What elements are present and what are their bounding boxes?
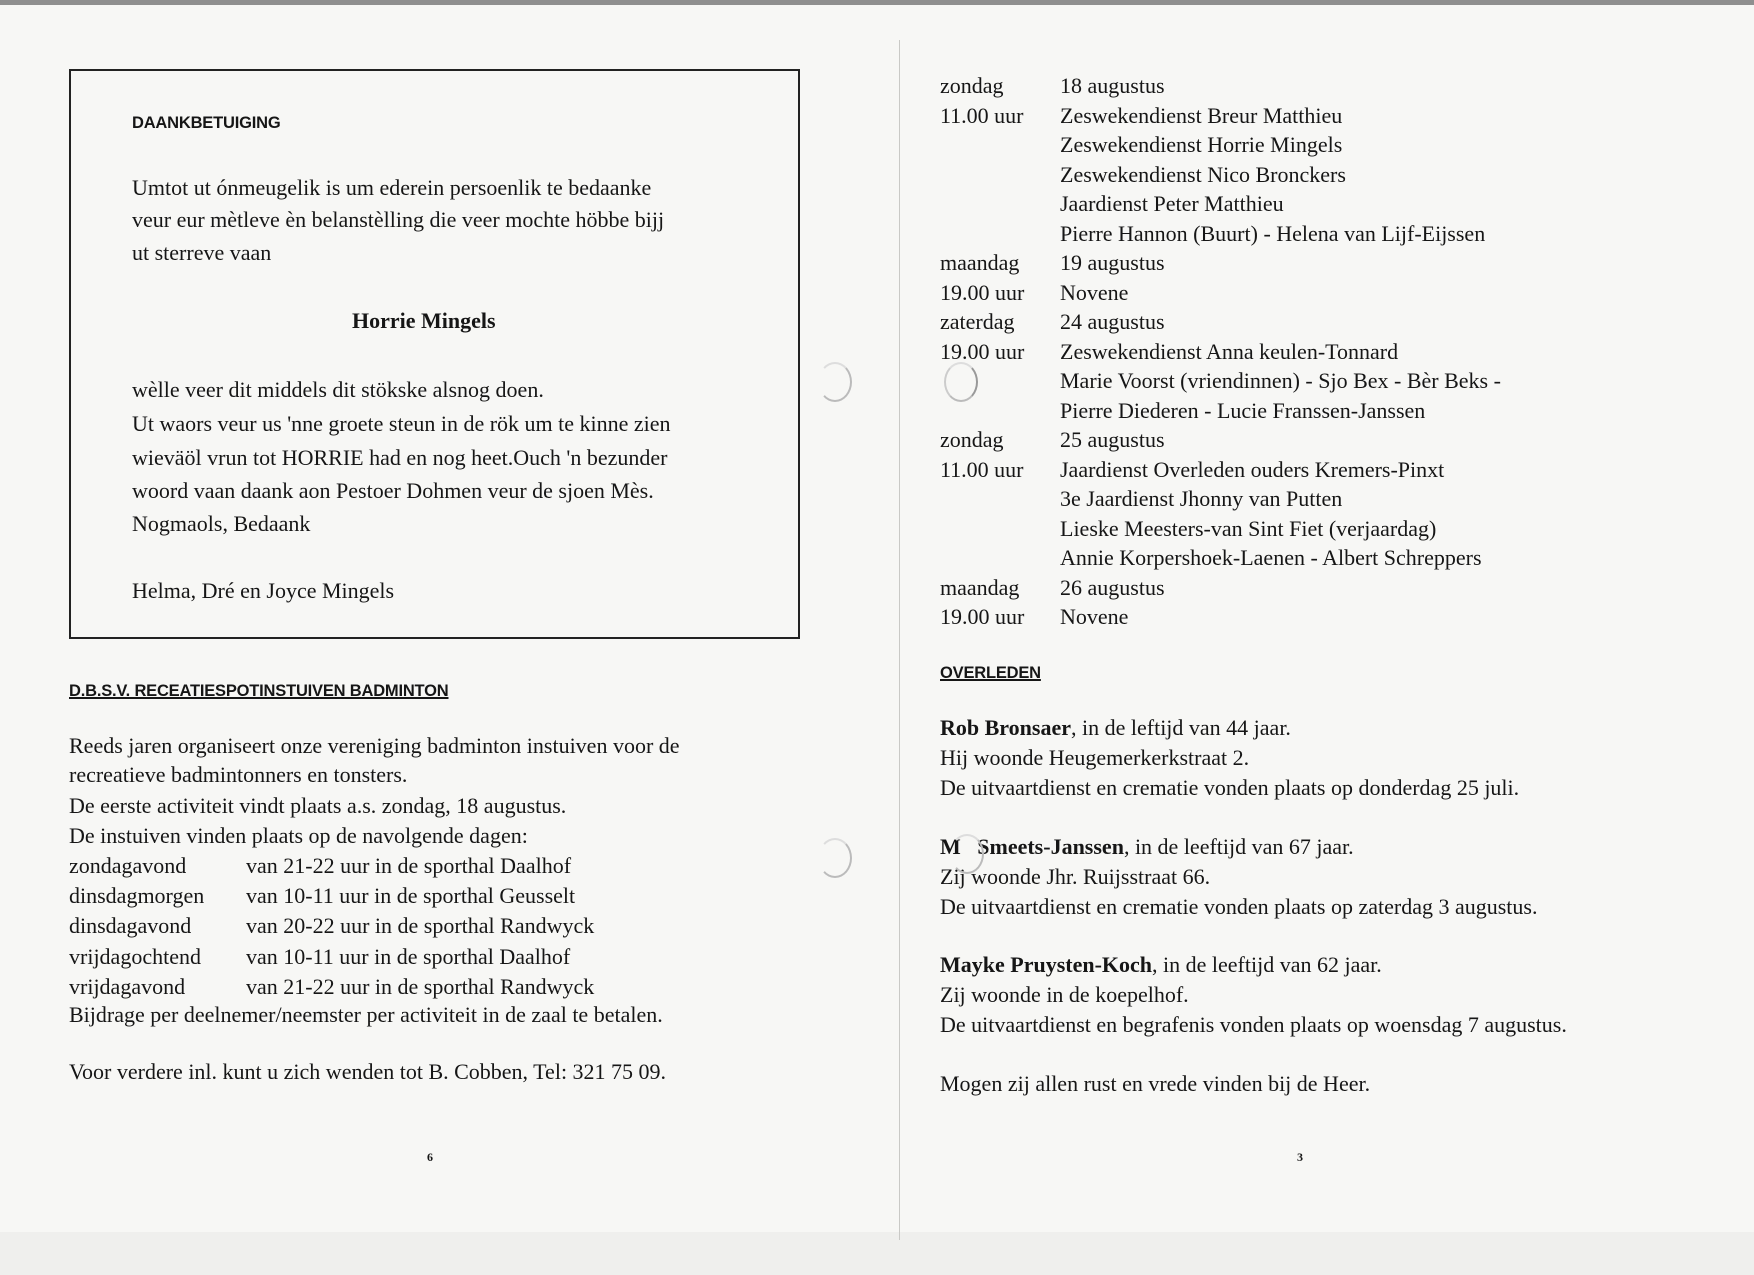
deceased-name: Mayke Pruysten-Koch: [940, 952, 1153, 977]
mass-intention: Novene: [1060, 279, 1129, 305]
mass-intention: Jaardienst Peter Matthieu: [1060, 191, 1284, 216]
schedule-info: van 10-11 uur in de sporthal Daalhof: [246, 943, 571, 969]
mass-intention: 25 augustus: [1060, 427, 1165, 452]
mass-intention: Pierre Hannon (Buurt) - Helena van Lijf-Eijssen: [1060, 220, 1486, 246]
mass-label: 11.00 uur: [940, 456, 1024, 482]
deceased-service: De uitvaartdienst en begrafenis vonden plaats op woensdag 7 augustus.: [940, 1012, 1567, 1037]
punch-hole: [950, 834, 984, 874]
deceased-name: Rob Bronsaer: [940, 715, 1071, 740]
deceased-name: Horrie Mingels: [352, 308, 496, 333]
mass-intention: Jaardienst Overleden ouders Kremers-Pinxt: [1060, 456, 1445, 482]
page-number: 3: [1297, 1150, 1303, 1164]
thanks-signature: Helma, Dré en Joyce Mingels: [132, 578, 395, 603]
mass-intention: Zeswekendienst Anna keulen-Tonnard: [1060, 338, 1399, 364]
deceased-service: De uitvaartdienst en crematie vonden plaats op donderdag 25 juli.: [940, 775, 1520, 800]
deceased-age: , in de leeftijd van 67 jaar.: [1123, 833, 1354, 859]
punch-hole: [944, 362, 978, 402]
thanks-line: Nogmaols, Bedaank: [132, 511, 311, 536]
mass-intention: Zeswekendienst Horrie Mingels: [1060, 132, 1343, 157]
mass-intention: Lieske Meesters-van Sint Fiet (verjaardag): [1060, 515, 1437, 541]
badminton-line: recreatieve badmintonners en tonsters.: [69, 762, 408, 787]
scan-top-edge: [0, 0, 1754, 5]
closing-line: Mogen zij allen rust en vrede vinden bij de Heer.: [940, 1071, 1371, 1096]
mass-label: 19.00 uur: [940, 604, 1025, 629]
schedule-day: vrijdagochtend: [69, 943, 201, 969]
mass-intention: Pierre Diederen - Lucie Franssen-Janssen: [1060, 397, 1426, 423]
mass-label: zaterdag: [940, 309, 1015, 334]
scan-bottom-edge: [0, 1232, 1754, 1275]
badminton-contact: Voor verdere inl. kunt u zich wenden tot B. Cobben, Tel: 321 75 09.: [69, 1059, 667, 1084]
mass-intention: Zeswekendienst Breur Matthieu: [1060, 102, 1343, 128]
mass-label: maandag: [940, 250, 1020, 275]
thanks-line: Ut waors veur us 'nne groete steun in de rök um te kinne zien: [132, 411, 671, 436]
badminton-heading: D.B.S.V. RECEATIESPOTINSTUIVEN BADMINTON: [69, 682, 449, 700]
mass-intention: 19 augustus: [1060, 250, 1165, 275]
thanks-line: veur eur mètleve èn belanstèlling die veer mochte höbbe bijj: [132, 207, 665, 232]
thanks-line: Umtot ut ónmeugelik is um ederein persoenlik te bedaanke: [132, 175, 652, 200]
mass-label: 19.00 uur: [940, 338, 1025, 364]
mass-intention: Annie Korpershoek-Laenen - Albert Schreppers: [1060, 545, 1482, 570]
schedule-info: van 20-22 uur in de sporthal Randwyck: [246, 913, 595, 939]
mass-intention: 26 augustus: [1060, 574, 1165, 600]
mass-label: zondag: [940, 427, 1004, 452]
thanks-line: wieväöl vrun tot HORRIE had en nog heet.Ouch 'n bezunder: [132, 445, 668, 470]
thanks-line: woord vaan daank aon Pestoer Dohmen veur de sjoen Mès.: [132, 478, 654, 503]
mass-intention: Zeswekendienst Nico Bronckers: [1060, 161, 1346, 187]
mass-label: 19.00 uur: [940, 279, 1025, 305]
badminton-line: Reeds jaren organiseert onze vereniging badminton instuiven voor de: [69, 733, 680, 758]
deceased-entry-title: [940, 952, 1382, 978]
mass-intention: 3e Jaardienst Jhonny van Putten: [1060, 486, 1343, 511]
mass-intention: Novene: [1060, 604, 1129, 629]
thanks-line: wèlle veer dit middels dit stökske alsnog doen.: [132, 377, 544, 402]
deceased-name: M Smeets-Janssen: [940, 833, 1124, 859]
thanks-heading: DAANKBETUIGING: [132, 114, 281, 132]
page-fold: [899, 40, 900, 1240]
badminton-fee: Bijdrage per deelnemer/neemster per activiteit in de zaal te betalen.: [69, 1002, 663, 1027]
deceased-entry-title: [940, 834, 1354, 860]
deceased-age: , in de leftijd van 44 jaar.: [1071, 715, 1291, 740]
mass-label: maandag: [940, 574, 1020, 600]
mass-label: zondag: [940, 73, 1004, 98]
schedule-day: dinsdagmorgen: [69, 883, 205, 909]
badminton-line: De eerste activiteit vindt plaats a.s. zondag, 18 augustus.: [69, 793, 567, 818]
deceased-address: Hij woonde Heugemerkerkstraat 2.: [940, 745, 1250, 770]
thanks-box: [69, 69, 800, 639]
deceased-entry-title: [940, 715, 1291, 741]
deceased-address: Zij woonde Jhr. Ruijsstraat 66.: [940, 863, 1211, 889]
badminton-line: De instuiven vinden plaats op de navolgende dagen:: [69, 823, 528, 848]
mass-intention: Marie Voorst (vriendinnen) - Sjo Bex - Bèr Beks -: [1060, 368, 1501, 393]
punch-hole: [818, 838, 852, 878]
schedule-day: zondagavond: [69, 853, 187, 878]
schedule-day: vrijdagavond: [69, 973, 186, 999]
schedule-info: van 21-22 uur in de sporthal Daalhof: [246, 853, 572, 878]
deceased-age: , in de leeftijd van 62 jaar.: [1152, 952, 1382, 977]
punch-hole: [818, 362, 852, 402]
mass-label: 11.00 uur: [940, 102, 1024, 128]
schedule-info: van 21-22 uur in de sporthal Randwyck: [246, 973, 595, 999]
schedule-info: van 10-11 uur in de sporthal Geusselt: [246, 883, 576, 909]
deceased-service: De uitvaartdienst en crematie vonden plaats op zaterdag 3 augustus.: [940, 893, 1538, 919]
mass-intention: 18 augustus: [1060, 73, 1165, 98]
thanks-line: ut sterreve vaan: [132, 240, 272, 265]
deceased-heading: OVERLEDEN: [940, 664, 1041, 682]
mass-intention: 24 augustus: [1060, 309, 1165, 334]
deceased-address: Zij woonde in de koepelhof.: [940, 982, 1189, 1007]
page-number: 6: [427, 1150, 433, 1164]
schedule-day: dinsdagavond: [69, 913, 192, 939]
